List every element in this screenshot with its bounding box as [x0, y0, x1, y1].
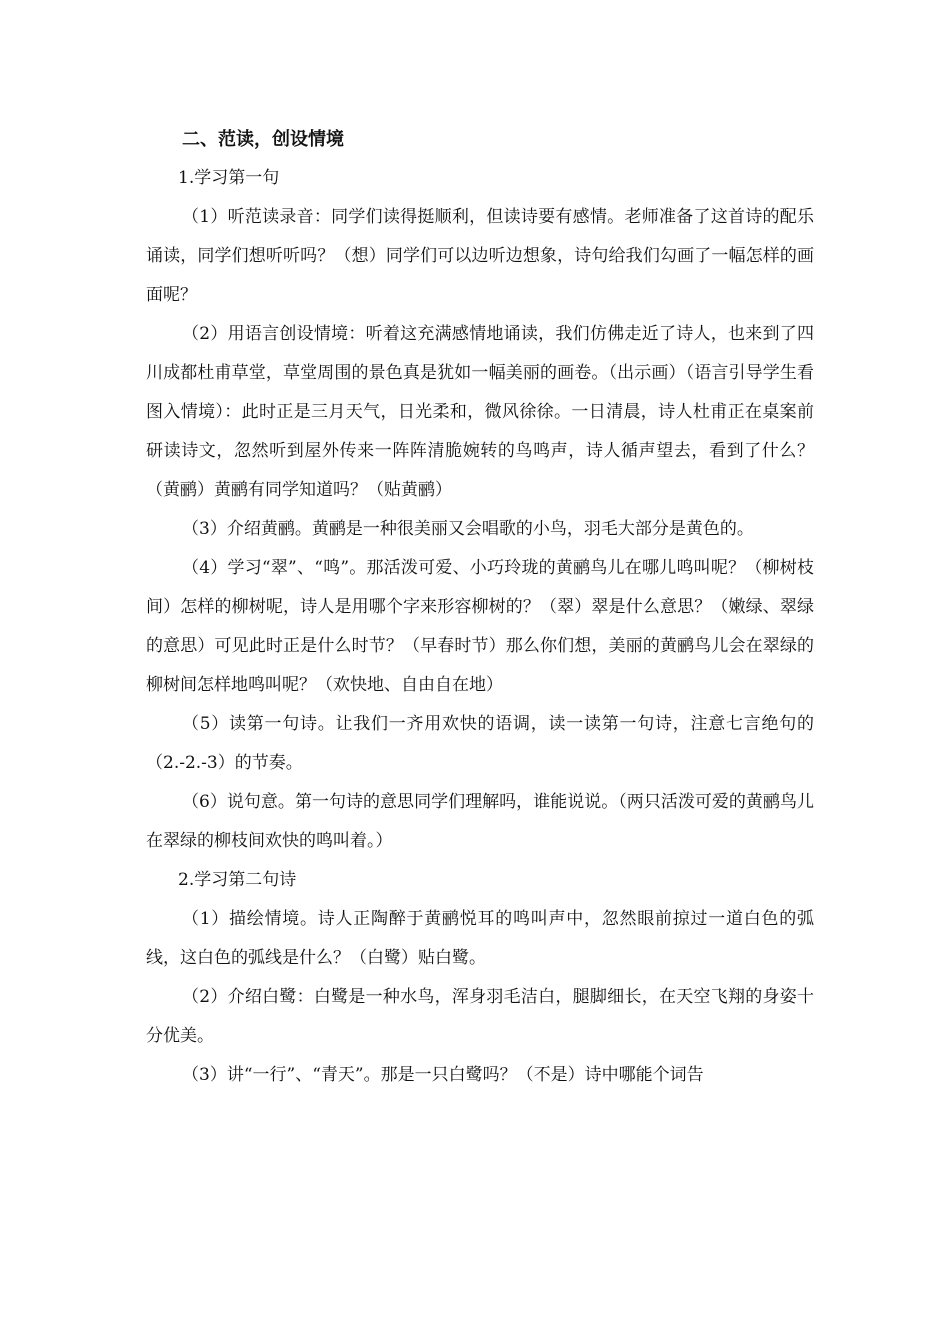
paragraph: （3）介绍黄鹂。黄鹂是一种很美丽又会唱歌的小鸟，羽毛大部分是黄色的。	[182, 519, 754, 539]
paragraph: （1）听范读录音：同学们读得挺顺利，但读诗要有感情。老师准备了这首诗的配乐诵读，同学们想听听吗？（想）同学们可以边听边想象，诗句给我们勾画了一幅怎样的画面呢？	[146, 207, 814, 305]
subsection-title-1: 1.学习第一句	[178, 168, 280, 188]
document-page	[146, 120, 814, 1095]
paragraph: （2）介绍白鹭：白鹭是一种水鸟，浑身羽毛洁白，腿脚细长，在天空飞翔的身姿十分优美。	[146, 987, 814, 1046]
section-heading: 二、范读，创设情境	[182, 129, 344, 150]
paragraph: （5）读第一句诗。让我们一齐用欢快的语调，读一读第一句诗，注意七言绝句的（2.-2.-3）的节奏。	[146, 714, 814, 773]
subsection-title-2: 2.学习第二句诗	[178, 870, 297, 890]
paragraph: （2）用语言创设情境：听着这充满感情地诵读，我们仿佛走近了诗人，也来到了四川成都杜甫草堂，草堂周围的景色真是犹如一幅美丽的画卷。（出示画）（语言引导学生看图入情境）：此时正是三月天气，日光柔和，微风徐徐。一日清晨，诗人杜甫正在桌案前研读诗文，忽然听到屋外传来一阵阵清脆婉转的鸟鸣声，诗人循声望去，看到了什么？（黄鹂）黄鹂有同学知道吗？（贴黄鹂）	[146, 324, 814, 500]
paragraph: （3）讲“一行”、“青天”。那是一只白鹭吗？（不是）诗中哪能个词告	[182, 1065, 704, 1085]
paragraph: （6）说句意。第一句诗的意思同学们理解吗，谁能说说。（两只活泼可爱的黄鹂鸟儿在翠绿的柳枝间欢快的鸣叫着。）	[146, 792, 814, 851]
paragraph: （1）描绘情境。诗人正陶醉于黄鹂悦耳的鸣叫声中，忽然眼前掠过一道白色的弧线，这白色的弧线是什么？（白鹭）贴白鹭。	[146, 909, 814, 968]
paragraph: （4）学习“翠”、“鸣”。那活泼可爱、小巧玲珑的黄鹂鸟儿在哪儿鸣叫呢？（柳树枝间）怎样的柳树呢，诗人是用哪个字来形容柳树的？（翠）翠是什么意思？（嫩绿、翠绿的意思）可见此时正是什么时节？（早春时节）那么你们想，美丽的黄鹂鸟儿会在翠绿的柳树间怎样地鸣叫呢？（欢快地、自由自在地）	[146, 558, 814, 695]
